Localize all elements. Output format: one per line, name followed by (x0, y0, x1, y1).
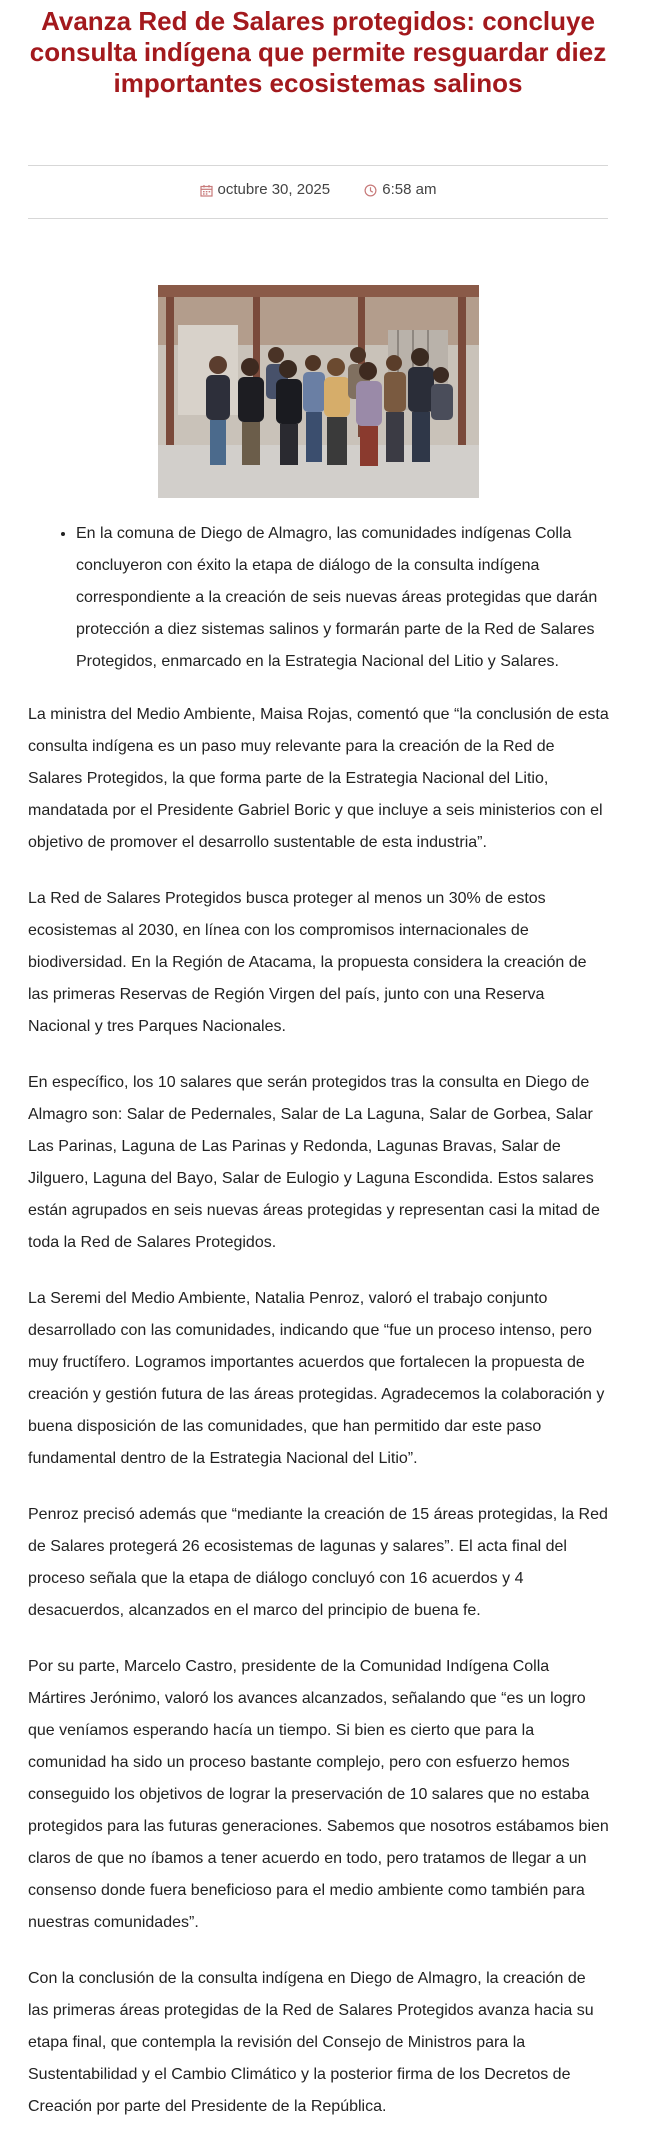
article-paragraph: Penroz precisó además que “mediante la creación de 15 áreas protegidas, la Red de Salares protegerá 26 ecosistemas de lagunas y salares”. El acta final del proceso señala que la etapa de diálogo concluyó con 16 acuerdos y 4 desacuerdos, alcanzados en el marco del principio de buena fe. (28, 1506, 608, 1619)
article-paragraph: Con la conclusión de la consulta indígena en Diego de Almagro, la creación de las primeras áreas protegidas de la Red de Salares Protegidos avanza hacia su etapa final, que contempla la revisión del Consejo de Ministros para la Sustentabilidad y el Cambio Climático y la posterior firma de los Decretos de Creación por parte del Presidente de la República. (28, 1970, 594, 2115)
article-body (28, 699, 610, 2147)
article-photo (158, 285, 479, 498)
post-date (200, 180, 331, 200)
calendar-icon (200, 184, 213, 197)
article-paragraph: La ministra del Medio Ambiente, Maisa Rojas, comentó que “la conclusión de esta consulta indígena es un paso muy relevante para la creación de la Red de Salares Protegidos, la que forma parte de la Estrategia Nacional del Litio, mandatada por el Presidente Gabriel Boric y que incluye a seis ministerios con el objetivo de promover el desarrollo sustentable de esta industria”. (28, 706, 609, 851)
summary-list (50, 518, 630, 678)
clock-icon (364, 184, 377, 197)
article-paragraph: La Red de Salares Protegidos busca proteger al menos un 30% de estos ecosistemas al 2030, en línea con los compromisos internacionales de biodiversidad. En la Región de Atacama, la propuesta considera la creación de las primeras Reservas de Región Virgen del país, junto con una Reserva Nacional y tres Parques Nacionales. (28, 890, 587, 1035)
post-time (364, 180, 436, 200)
article-title: Avanza Red de Salares protegidos: concluye consulta indígena que permite resguardar diez importantes ecosistemas salinos (29, 6, 607, 98)
article-paragraph: La Seremi del Medio Ambiente, Natalia Penroz, valoró el trabajo conjunto desarrollado con las comunidades, indicando que “fue un proceso intenso, pero muy fructífero. Logramos importantes acuerdos que fortalecen la propuesta de creación y gestión futura de las áreas protegidas. Agradecemos la colaboración y buena disposición de las comunidades, que han permitido dar este paso fundamental dentro de la Estrategia Nacional del Litio”. (28, 1290, 605, 1467)
article-paragraph: Por su parte, Marcelo Castro, presidente de la Comunidad Indígena Colla Mártires Jerónimo, valoró los avances alcanzados, señalando que “es un logro que veníamos esperando hacía un tiempo. Si bien es cierto que para la comunidad ha sido un proceso bastante complejo, pero con esfuerzo hemos conseguido los objetivos de lograr la preservación de 10 salares que no estaba protegidos para las futuras generaciones. Sabemos que nosotros estábamos bien claros de que no íbamos a tener acuerdo en todo, pero tratamos de llegar a un consenso donde fuera beneficioso para el medio ambiente como también para nuestras comunidades”. (28, 1658, 609, 1931)
article-paragraph: En específico, los 10 salares que serán protegidos tras la consulta en Diego de Almagro son: Salar de Pedernales, Salar de La Laguna, Salar de Gorbea, Salar Las Parinas, Laguna de Las Parinas y Redonda, Lagunas Bravas, Salar de Jilguero, Laguna del Bayo, Salar de Eulogio y Laguna Escondida. Estos salares están agrupados en seis nuevas áreas protegidas y representan casi la mitad de toda la Red de Salares Protegidos. (28, 1074, 600, 1251)
meta-divider-bottom (28, 218, 608, 219)
post-meta (28, 180, 608, 203)
summary-item: • En la comuna de Diego de Almagro, las comunidades indígenas Colla concluyeron con éxito la etapa de diálogo de la consulta indígena correspondiente a la creación de seis nuevas áreas protegidas que darán protección a diez sistemas salinos y formarán parte de la Red de Salares Protegidos, enmarcado en la Estrategia Nacional del Litio y Salares. (76, 518, 630, 678)
post-date-text: octubre 30, 2025 (217, 181, 331, 198)
post-time-text: 6:58 am (382, 181, 437, 198)
meta-divider-top (28, 165, 608, 166)
